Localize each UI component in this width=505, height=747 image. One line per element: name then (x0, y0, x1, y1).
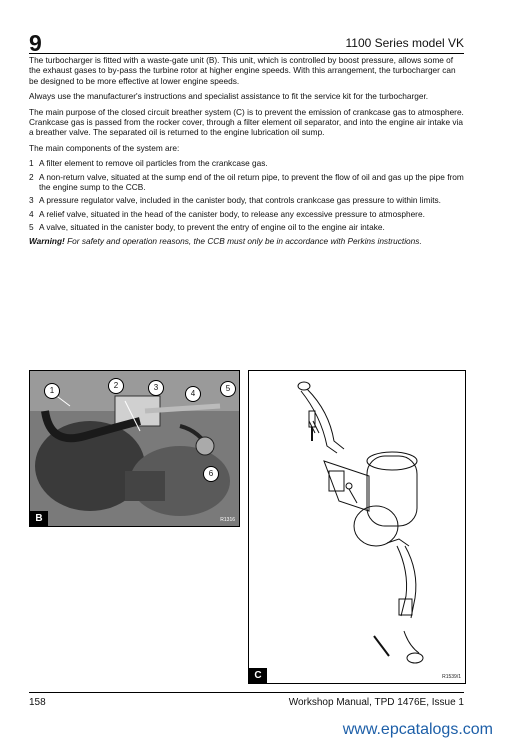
section-number: 9 (29, 30, 42, 56)
figure-letter-b: B (30, 511, 48, 526)
turbocharger-photo-illustration (30, 371, 239, 526)
header-rule (29, 53, 464, 54)
list-item: 5 A valve, situated in the canister body, to prevent the entry of engine oil to the engine air intake. (29, 222, 385, 233)
callout-6: 6 (203, 466, 219, 482)
components-list (29, 158, 464, 232)
paragraph: Always use the manufacturer's instructions and specialist assistance to fit the service kit for the turbocharger. (29, 91, 429, 102)
warning-text: For safety and operation reasons, the CCB must only be in accordance with Perkins instructions. (67, 235, 422, 246)
watermark: www.epcatalogs.com (342, 721, 493, 738)
warning-label: Warning! (29, 235, 65, 246)
page-number: 158 (29, 697, 46, 708)
figure-c-drawing (248, 370, 466, 684)
callout-4: 4 (185, 386, 201, 402)
list-item: 4 A relief valve, situated in the head of the canister body, to release any excessive pressure to atmosphere. (29, 208, 425, 219)
list-item: 1 A filter element to remove oil particles from the crankcase gas. (29, 158, 268, 169)
body-text (29, 55, 464, 251)
callout-1: 1 (44, 383, 60, 399)
callout-3: 3 (148, 380, 164, 396)
figure-b-photo (29, 370, 240, 527)
list-item: 2 A non-return valve, situated at the sump end of the oil return pipe, to prevent the flow of oil and gas up the pipe from the engine sump to the CCB. (29, 171, 464, 193)
paragraph: The main components of the system are: (29, 142, 180, 153)
breather-system-drawing (249, 371, 465, 683)
series-title: 1100 Series model VK (345, 36, 464, 50)
footer-rule (29, 692, 464, 693)
warning-note (29, 236, 464, 246)
callout-2: 2 (108, 378, 124, 394)
paragraph: The main purpose of the closed circuit breather system (C) is to prevent the emission of crankcase gas to atmosphere. Crankcase gas is passed from the rocker cover, through a filter element oil separator, and into the engine air intake via a breather valve. The separated oil is returned to the engine lubrication oil sump. (29, 106, 464, 138)
figure-letter-c: C (249, 668, 267, 683)
list-item: 3 A pressure regulator valve, included in the canister body, that controls crankcase gas pressure to within limits. (29, 195, 441, 206)
callout-5: 5 (220, 381, 236, 397)
paragraph: The turbocharger is fitted with a waste-gate unit (B). This unit, which is controlled by boost pressure, allows some of the exhaust gases to by-pass the turbine rotor at higher engine speeds. With this arrangement, the turbocharger can be designed to be more effective at lower engine speeds. (29, 55, 456, 86)
figure-ref-c: R1539/1 (442, 674, 461, 680)
figure-ref-b: R1316 (220, 517, 235, 523)
manual-title: Workshop Manual, TPD 1476E, Issue 1 (288, 697, 464, 708)
